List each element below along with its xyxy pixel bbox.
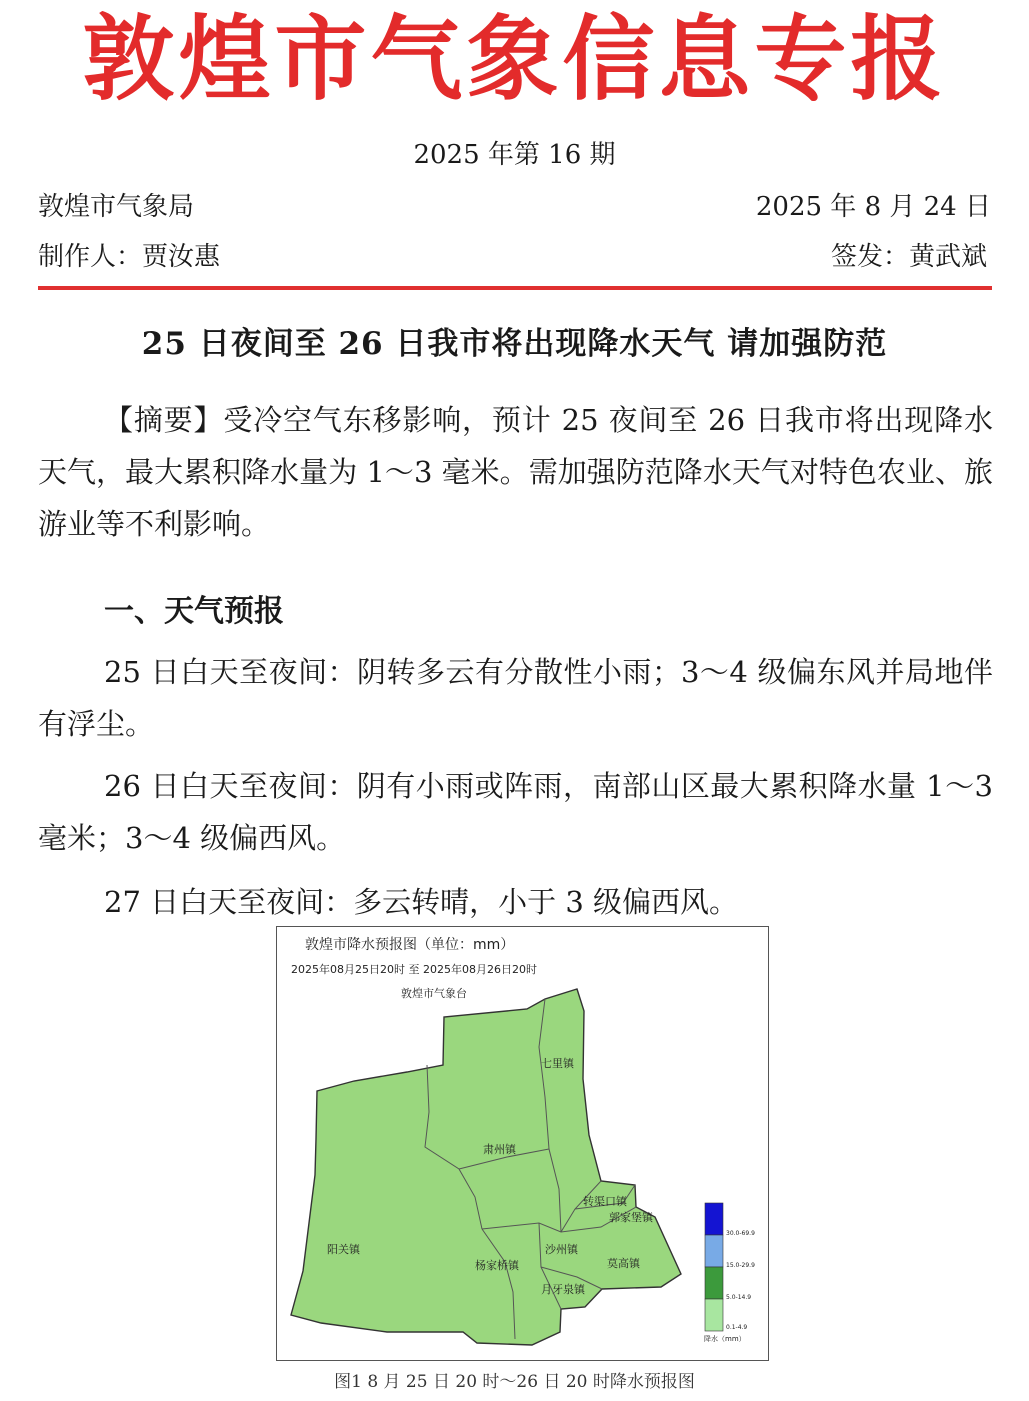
- figure-caption: 图1 8 月 25 日 20 时～26 日 20 时降水预报图: [334, 1372, 695, 1392]
- forecast-day-25: 25 日白天至夜间：阴转多云有分散性小雨；3～4 级偏东风并局地伴有浮尘。: [38, 655, 993, 741]
- author: 制作人：贾汝惠: [38, 242, 221, 272]
- issue-date: 2025 年 8 月 24 日: [755, 192, 991, 222]
- issue-number: 2025 年第 16 期: [413, 140, 616, 170]
- section-title-forecast: 一、天气预报: [104, 594, 284, 629]
- town-label-yueyaquan: 月牙泉镇: [541, 1283, 585, 1296]
- town-label-zhuanqukou: 转渠口镇: [583, 1195, 627, 1208]
- map-legend: [704, 1203, 755, 1343]
- legend-label-5-14: 5.0-14.9: [726, 1294, 752, 1301]
- precipitation-map-frame: [276, 926, 769, 1361]
- town-label-qili: 七里镇: [541, 1057, 574, 1070]
- header-divider: [38, 286, 992, 290]
- legend-swatch-30-69: [705, 1203, 723, 1235]
- forecast-day-26: 26 日白天至夜间：阴有小雨或阵雨，南部山区最大累积降水量 1～3 毫米；3～4 级偏西风。: [38, 769, 993, 855]
- legend-title: 降水（mm）: [704, 1335, 746, 1343]
- signer: 签发：黄武斌: [830, 242, 987, 272]
- summary-paragraph: 【摘要】受冷空气东移影响，预计 25 夜间至 26 日我市将出现降水天气，最大累积降水量为 1～3 毫米。需加强防范降水天气对特色农业、旅游业等不利影响。: [38, 403, 993, 541]
- issuer: 敦煌市气象局: [38, 192, 195, 222]
- town-label-shazhou: 沙州镇: [545, 1243, 578, 1256]
- map-period: 2025年08月25日20时 至 2025年08月26日20时: [291, 963, 537, 976]
- map-agency: 敦煌市气象台: [401, 987, 467, 1000]
- town-label-suzhou: 肃州镇: [483, 1143, 516, 1156]
- legend-label-30-69: 30.0-69.9: [726, 1230, 755, 1237]
- town-label-guojiabao: 郭家堡镇: [609, 1211, 653, 1224]
- legend-label-15-29: 15.0-29.9: [726, 1262, 755, 1269]
- legend-swatch-0-4: [705, 1299, 723, 1331]
- headline: 25 日夜间至 26 日我市将出现降水天气 请加强防范: [141, 326, 888, 362]
- precipitation-map: [277, 927, 768, 1360]
- city-outline: [291, 989, 681, 1345]
- legend-label-0-4: 0.1-4.9: [726, 1324, 748, 1331]
- town-label-yangjiaqiao: 杨家桥镇: [475, 1259, 519, 1272]
- masthead-title: 敦煌市气象信息专报: [82, 6, 947, 113]
- town-label-mogao: 莫高镇: [607, 1257, 640, 1270]
- legend-swatch-5-14: [705, 1267, 723, 1299]
- map-title: 敦煌市降水预报图（单位：mm）: [305, 937, 515, 953]
- town-label-yangguan: 阳关镇: [327, 1243, 360, 1256]
- legend-swatch-15-29: [705, 1235, 723, 1267]
- forecast-day-27: 27 日白天至夜间：多云转晴，小于 3 级偏西风。: [104, 885, 739, 919]
